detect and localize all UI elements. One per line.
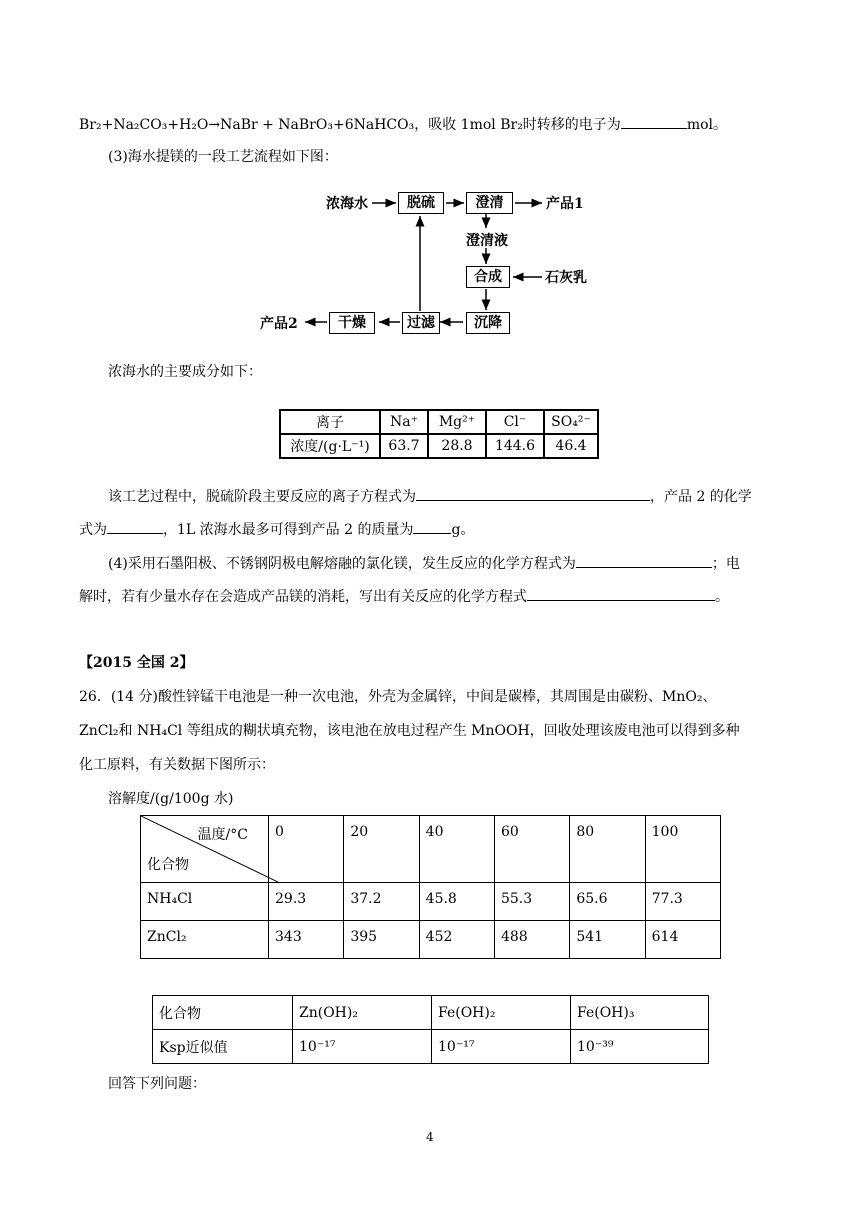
ion-na: Na⁺ [380,410,428,434]
unit-text: mol。 [686,117,727,133]
answer-blank[interactable] [416,486,650,501]
solubility-value: 77.3 [645,883,720,921]
reaction-question-text: ，吸收 1mol Br₂时转移的电子为 [414,117,621,133]
ion-concentration-table [279,409,599,459]
question-text: ，1L 浓海水最多可得到产品 2 的质量为 [163,522,414,538]
flow-step-filter: 过滤 [402,312,440,334]
ion-cl: Cl⁻ [486,410,544,434]
desulfur-question-line2 [79,519,474,539]
q4-line1 [108,553,740,573]
compound-fe-oh2: Fe(OH)₂ [432,996,571,1030]
solubility-value: 614 [645,921,720,959]
answer-blank[interactable] [107,519,163,534]
question-text: 。 [715,589,729,605]
solubility-value: 29.3 [269,883,344,921]
flow-clear-liquid-label: 澄清液 [466,233,508,249]
q26-line3: 化工原料，有关数据下图所示： [79,757,275,773]
flow-product2-label: 产品2 [260,316,298,332]
compound-name: ZnCl₂ [141,921,269,959]
temperature-header: 温度/°C [197,827,248,843]
answer-blank[interactable] [527,586,715,601]
question-text: 该工艺过程中，脱硫阶段主要反应的离子方程式为 [108,489,416,505]
temp-cell: 20 [344,816,419,883]
solubility-value: 541 [570,921,645,959]
compound-fe-oh3: Fe(OH)₃ [571,996,709,1030]
desulfur-question-line1 [108,486,752,506]
question-text: ，产品 2 的化学 [650,489,752,505]
temp-cell: 60 [494,816,569,883]
temp-cell: 100 [645,816,720,883]
solubility-value: 45.8 [419,883,494,921]
ion-mg: Mg²⁺ [428,410,486,434]
temp-cell: 0 [269,816,344,883]
q4-line2 [79,586,729,606]
conc-mg: 28.8 [428,434,486,458]
solubility-value: 55.3 [494,883,569,921]
flow-step-desulfur: 脱硫 [398,192,444,214]
conc-cl: 144.6 [486,434,544,458]
page-number: 4 [426,1130,434,1144]
q26-line1: 26．(14 分)酸性锌锰干电池是一种一次电池，外壳为金属锌，中间是碳棒，其周围是由碳粉、MnO₂、 [79,689,717,705]
solubility-value: 452 [419,921,494,959]
ksp-value: 10⁻¹⁷ [293,1030,432,1064]
conc-na: 63.7 [380,434,428,458]
solubility-value: 37.2 [344,883,419,921]
bromine-reaction: Br₂+Na₂CO₃+H₂O→NaBr + NaBrO₃+6NaHCO₃ [79,117,415,133]
question-text: 式为 [79,522,107,538]
ksp-value: 10⁻¹⁷ [432,1030,571,1064]
ksp-value: 10⁻³⁹ [571,1030,709,1064]
reaction-line [79,114,727,134]
question-text: ；电 [711,556,740,572]
flow-step-settle: 沉降 [466,312,510,334]
flow-product1-label: 产品1 [546,196,584,212]
concentration-header: 浓度/(g·L⁻¹) [280,434,380,458]
compound-header: 化合物 [153,996,293,1030]
solubility-title: 溶解度/(g/100g 水) [108,791,234,807]
ksp-table [152,995,709,1064]
answer-blank[interactable] [576,553,712,568]
ion-so4: SO₄²⁻ [544,410,598,434]
answer-blank[interactable] [621,114,687,129]
ksp-label: Ksp近似值 [153,1030,293,1064]
flow-lime-milk-label: 石灰乳 [545,270,587,286]
ion-header: 离子 [280,410,380,434]
compound-name: NH₄Cl [141,883,269,921]
section-header: 【2015 全国 2】 [79,655,194,671]
conc-so4: 46.4 [544,434,598,458]
flow-step-clarify: 澄清 [466,192,513,214]
temp-cell: 40 [419,816,494,883]
answer-prompt: 回答下列问题： [108,1076,206,1092]
solubility-table [140,815,721,959]
flow-step-synthesis: 合成 [466,266,510,288]
solubility-value: 343 [269,921,344,959]
q26-line2: ZnCl₂和 NH₄Cl 等组成的糊状填充物，该电池在放电过程产生 MnOOH，回收处理该废电池可以得到多种 [79,723,740,739]
flow-input-label: 浓海水 [326,196,368,212]
answer-blank[interactable] [413,519,451,534]
question-text: (4)采用石墨阳极、不锈钢阴极电解熔融的氯化镁，发生反应的化学方程式为 [108,556,576,572]
q3-intro: (3)海水提镁的一段工艺流程如下图： [108,149,338,165]
flow-step-dry: 干燥 [329,312,375,334]
compound-header: 化合物 [147,857,189,873]
solubility-value: 488 [494,921,569,959]
diagonal-header-cell [141,816,269,883]
question-text: g。 [451,522,475,538]
question-text: 解时，若有少量水存在会造成产品镁的消耗，写出有关反应的化学方程式 [79,589,527,605]
temp-cell: 80 [570,816,645,883]
compound-zn-oh2: Zn(OH)₂ [293,996,432,1030]
composition-intro: 浓海水的主要成分如下： [108,364,262,380]
solubility-value: 395 [344,921,419,959]
solubility-value: 65.6 [570,883,645,921]
